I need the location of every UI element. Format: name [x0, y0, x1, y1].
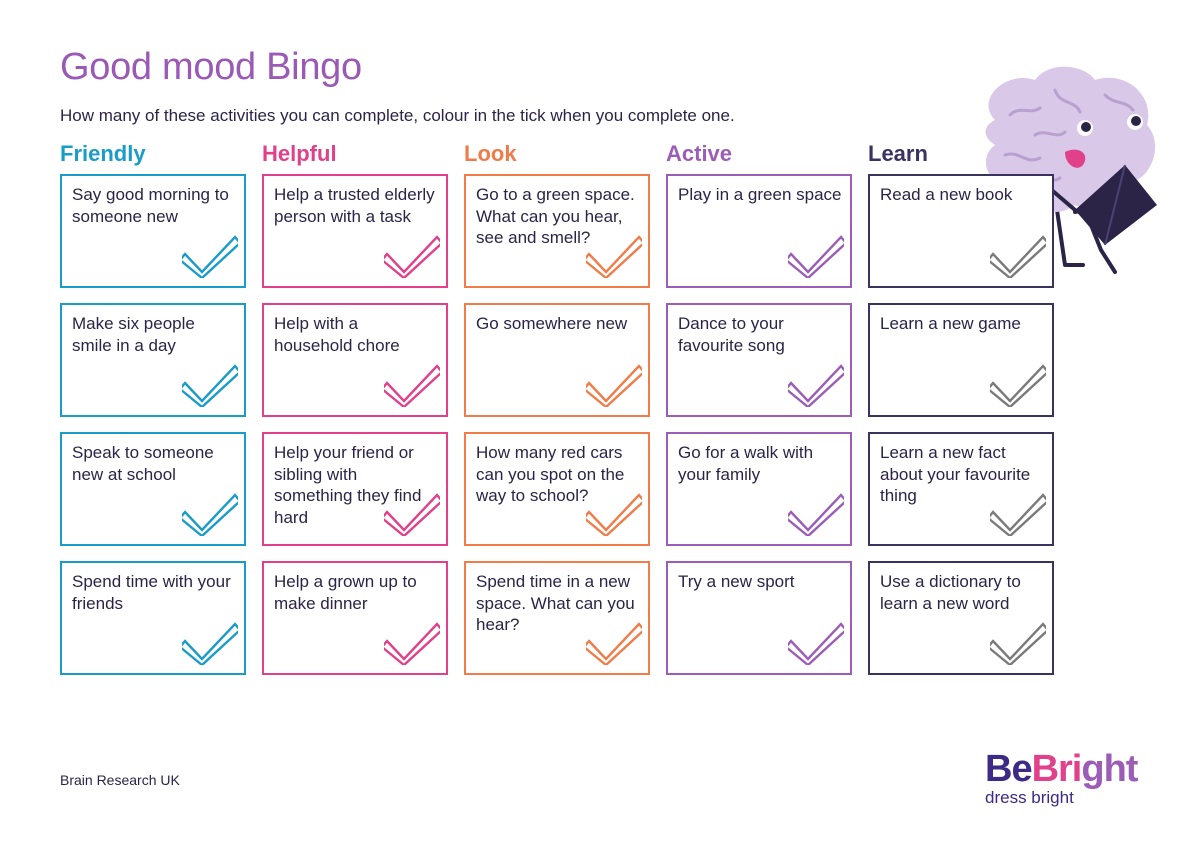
bingo-cell[interactable] [60, 561, 246, 675]
bingo-cell[interactable] [60, 303, 246, 417]
tick-icon[interactable] [384, 490, 440, 536]
activity-text: Go somewhere new [476, 314, 628, 333]
activity-text: How many red cars can you spot on the way to school? [476, 443, 625, 505]
column-helpful [262, 140, 448, 690]
bingo-cell[interactable] [868, 561, 1054, 675]
bingo-cell[interactable] [868, 174, 1054, 288]
bingo-cell[interactable] [262, 432, 448, 546]
bebright-logo [985, 748, 1145, 812]
activity-text: Use a dictionary to learn a new word [880, 572, 1021, 613]
activity-text: Help your friend or sibling with something they find hard [274, 443, 422, 527]
activity-text: Try a new sport [678, 572, 795, 591]
bingo-cell[interactable] [60, 174, 246, 288]
tick-icon[interactable] [788, 619, 844, 665]
activity-text: Spend time in a new space. What can you hear? [476, 572, 635, 634]
column-heading: Helpful [262, 141, 337, 166]
tick-icon[interactable] [990, 232, 1046, 278]
activity-text: Read a new book [880, 185, 1013, 204]
activity-text: Help with a household chore [274, 314, 400, 355]
column-heading: Look [464, 141, 517, 166]
activity-text: Speak to someone new at school [72, 443, 214, 484]
bingo-cell[interactable] [464, 174, 650, 288]
column-learn [868, 140, 1054, 690]
bingo-cell[interactable] [464, 432, 650, 546]
column-heading: Active [666, 141, 733, 166]
org-name: Brain Research UK [60, 772, 180, 788]
tick-icon[interactable] [990, 619, 1046, 665]
tick-icon[interactable] [586, 619, 642, 665]
page-subtitle: How many of these activities you can complete, colour in the tick when you complete one. [60, 106, 735, 125]
column-heading: Learn [868, 141, 928, 166]
bingo-cell[interactable] [666, 174, 852, 288]
bingo-cell[interactable] [262, 561, 448, 675]
tick-icon[interactable] [182, 619, 238, 665]
tick-icon[interactable] [182, 361, 238, 407]
tick-icon[interactable] [182, 232, 238, 278]
activity-text: Spend time with your friends [72, 572, 231, 613]
tick-icon[interactable] [990, 361, 1046, 407]
bingo-cell[interactable] [666, 561, 852, 675]
tick-icon[interactable] [182, 490, 238, 536]
logo-tagline: dress bright [985, 788, 1074, 807]
tick-icon[interactable] [788, 490, 844, 536]
tick-icon[interactable] [384, 361, 440, 407]
tick-icon[interactable] [990, 490, 1046, 536]
bingo-cell[interactable] [464, 303, 650, 417]
tick-icon[interactable] [586, 490, 642, 536]
activity-text: Learn a new game [880, 314, 1021, 333]
tick-icon[interactable] [788, 361, 844, 407]
activity-text: Help a trusted elderly person with a task [274, 185, 435, 226]
activity-text: Help a grown up to make dinner [274, 572, 417, 613]
tick-icon[interactable] [586, 361, 642, 407]
tick-icon[interactable] [788, 232, 844, 278]
bingo-cell[interactable] [868, 432, 1054, 546]
activity-text: Make six people smile in a day [72, 314, 195, 355]
bingo-cell[interactable] [262, 174, 448, 288]
column-active [666, 140, 852, 690]
bingo-cell[interactable] [262, 303, 448, 417]
page-title: Good mood Bingo [60, 46, 362, 88]
bingo-cell[interactable] [60, 432, 246, 546]
activity-text: Play in a green space [678, 185, 842, 204]
activity-text: Learn a new fact about your favourite thing [880, 443, 1031, 505]
tick-icon[interactable] [586, 232, 642, 278]
column-heading: Friendly [60, 141, 146, 166]
activity-text: Go for a walk with your family [678, 443, 814, 484]
tick-icon[interactable] [384, 232, 440, 278]
column-friendly [60, 140, 246, 690]
bingo-cell[interactable] [464, 561, 650, 675]
activity-text: Dance to your favourite song [678, 314, 785, 355]
bingo-cell[interactable] [666, 303, 852, 417]
column-look [464, 140, 650, 690]
logo-wordmark: BeBright [985, 748, 1138, 790]
bingo-cell[interactable] [666, 432, 852, 546]
tick-icon[interactable] [384, 619, 440, 665]
activity-text: Go to a green space. What can you hear, see and smell? [476, 185, 635, 247]
bingo-cell[interactable] [868, 303, 1054, 417]
activity-text: Say good morning to someone new [72, 185, 229, 226]
